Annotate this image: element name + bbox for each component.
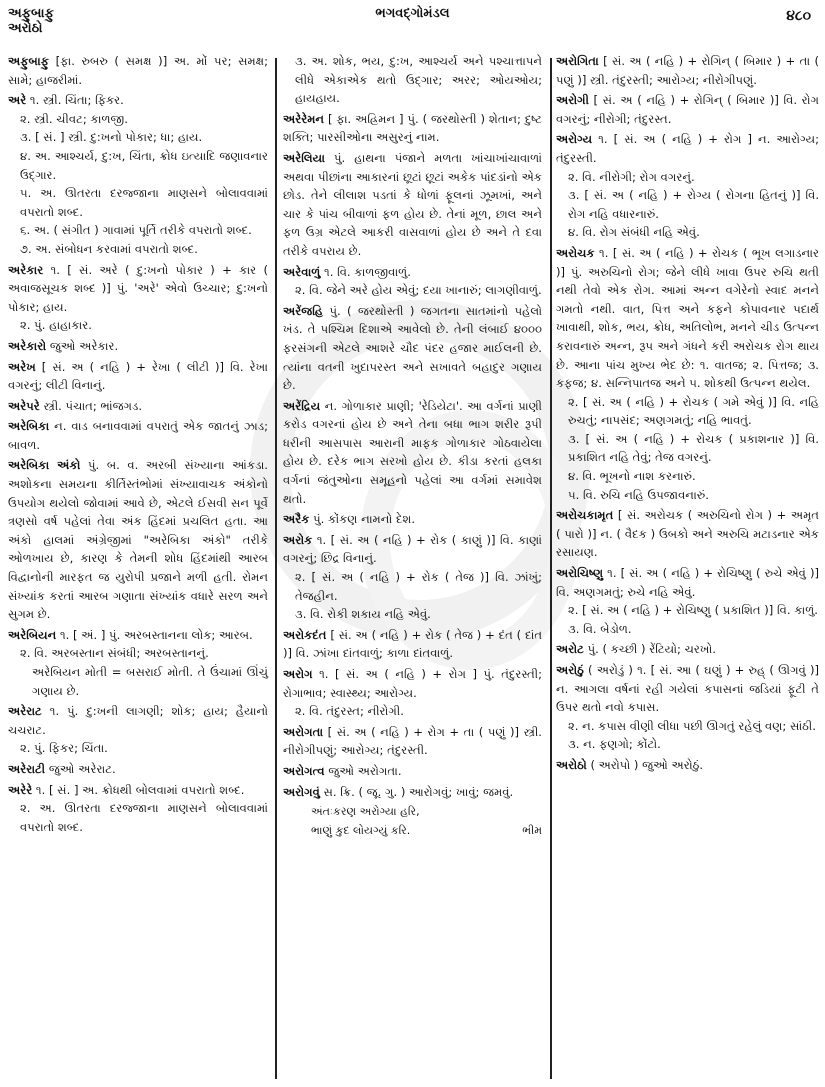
- definition-text: [ સં. અ ( નહિ ) + રેખા ( લીટી )] વિ. રેખા વગરનું; લીટી વિનાનું.: [8, 359, 268, 393]
- entry-definition: [8, 52, 268, 89]
- definition-text: સ્ત્રી. પંચાત; ભાંજગડ.: [43, 398, 143, 413]
- dictionary-entry: [8, 261, 268, 335]
- definition-text: ( અરોડું ) ૧. [ સં. આ ( ઘણું ) + રુહ્ ( ઊગવું )] ન. આગલા વર્ષનાં રહી ગયેલાં કપાસનાં જડિયાં ફૂટી તે ઉપર થતો નવો કપાસ.: [556, 663, 819, 715]
- dictionary-entry: [283, 510, 542, 529]
- headword: અરેકાર: [8, 262, 44, 277]
- entry-sense: ૩. [ સં. ] સ્ત્રી. દુ:ખનો પોકાર; ધા; હાય.: [20, 130, 203, 145]
- definition-text: ( અરોપો ) જુઓ અરોઠું.: [590, 757, 704, 772]
- headword: અરૈક: [283, 512, 310, 527]
- entry-definition: [556, 130, 819, 167]
- dictionary-entry: [283, 302, 542, 395]
- quotation: [283, 803, 542, 840]
- entry-definition: [556, 564, 819, 601]
- headword: અરોઠું: [556, 663, 584, 677]
- entry-definition: [283, 783, 542, 802]
- entry-sense: ૨. પું. હાહાકાર.: [20, 318, 92, 333]
- headword: અરેબિકા અંકો: [8, 458, 81, 473]
- column-divider: [550, 58, 552, 1079]
- entry-definition: [283, 665, 542, 702]
- definition-text: [ સં. અ ( નહિ ) + રોગિન્ ( બિમાર )] વિ. રોગ વગરનું; નીરોગી; તંદુરસ્ત.: [556, 93, 819, 126]
- entry-sense: ૩. ન. ફણગો; કોંટો.: [568, 737, 661, 752]
- headword: અરોટ: [556, 642, 584, 657]
- headword: અરોગતા: [283, 724, 324, 739]
- headword: અરેંજહિ: [283, 303, 324, 318]
- dictionary-entry: [8, 337, 268, 356]
- definition-text: ૧. [ સં. અરે ( દુ:ખનો પોકાર ) + કાર ( અવાજસૂચક શબ્દ )] પું. 'અરે' એવો ઉચ્ચાર; દુ:ખનો પોકાર; હાય.: [8, 262, 268, 314]
- headword: અરોગવું: [283, 784, 320, 799]
- definition-text: ૧. [ સં. અ ( નહિ ) + રોક ( કાણું )] વિ. કાણાં વગરનું; છિદ્ર વિનાનું.: [283, 532, 543, 566]
- dictionary-entry: [283, 263, 542, 300]
- definition-text: [ સં. અ ( નહિ ) + રોગ + તા ( પણું )] સ્ત્રી. નીરોગીપણું; આરોગ્ય; તંદુરસ્તી.: [283, 724, 542, 758]
- definition-text: [ સં. અ ( નહિ ) + રોક ( તેજ ) + દંત ( દાંત )] વિ. ઝાંખા દાંતવાળું; કાળા દાંતવાળું.: [283, 627, 542, 661]
- entry-definition: [8, 456, 268, 623]
- entry-definition: [8, 261, 268, 317]
- definition-text: ૧. પું. દુ:ખની લાગણી; શોક; હાય; હૈયાનો ચચરાટ.: [8, 704, 268, 737]
- entry-definition: [556, 756, 819, 775]
- headword: અરેરેમન: [283, 111, 325, 126]
- dictionary-entry: [283, 110, 542, 147]
- dictionary-entry: [283, 531, 542, 624]
- page-header: [0, 0, 825, 52]
- headword: અરોગી: [556, 93, 589, 108]
- headword: અરોચકામૃત: [556, 508, 614, 523]
- entry-definition: [556, 661, 819, 717]
- definition-text: પું. કોંકણ નામનો દેશ.: [313, 512, 416, 527]
- headword: અરોચક: [556, 245, 595, 260]
- dictionary-entry: [556, 640, 819, 659]
- dictionary-entry: [8, 456, 268, 623]
- entry-definition: [8, 781, 268, 800]
- entry-sense: ૨. વિ. અરબસ્તાન સંબંધી; અરબસ્તાનનું.: [20, 646, 209, 661]
- dictionary-title: ભગવદ્ગોમંડલ: [375, 6, 450, 21]
- entry-sense: ૨. વિ. તંદુરસ્ત; નીરોગી.: [295, 704, 404, 719]
- dictionary-entry: [8, 52, 268, 89]
- entry-definition: [283, 397, 542, 509]
- entry-sense: ૩. [ સં. અ ( નહિ ) + રોચક ( પ્રકાશનાર )] વિ. પ્રકાશિત નહિ તેવું; તેજ વગરનું.: [568, 431, 819, 465]
- definition-text: [ ફા. અહ્રિમન ] પું. ( જરથોસ્તી ) શેતાન; દુષ્ટ શક્તિ; પારસીઓના અસુરનું નામ.: [283, 111, 543, 145]
- guide-word-last: અરોઠો: [8, 21, 43, 36]
- entry-definition: [8, 417, 268, 454]
- entry-definition: [283, 723, 542, 760]
- dictionary-entry: [556, 244, 819, 504]
- page-number: ૪૮૦: [786, 8, 811, 24]
- definition-text: ૧. [ સં. ] અ. ક્રોધથી બોલવામાં વપરાતો શબ્દ.: [35, 782, 245, 797]
- entry-definition: [8, 337, 268, 356]
- definition-text: ન. વાડ બનાવવામાં વપરાતું એક જાતનું ઝાડ; બાવળ.: [8, 419, 268, 452]
- dictionary-entry: [556, 52, 819, 89]
- entry-definition: [283, 626, 542, 663]
- entry-definition: [8, 91, 268, 110]
- entry-sense: ૫. અ. ઊતરતા દરજ્જાના માણસને બોલાવવામાં વપરાતો શબ્દ.: [20, 186, 268, 219]
- column-divider: [275, 58, 277, 1079]
- entry-definition: [8, 702, 268, 739]
- definition-text: ૧. [ સં. અ ( નહિ ) + રોચક ( ભૂખ લગાડનાર )] પું. અરુચિનો રોગ; જેને લીધે ખાવા ઉપર રુચિ થતી નથી તેવો એક રોગ. આમાં અન્ન વગેરેનો સ્વાદ મનને ગમતો નથી. વાત, પિત્ત અને કફને કોપાવનાર પદાર્થ ખાવાથી, શોક, ભય, ક્રોધ, અતિલોભ, મનને ચીડ ઉત્પન્ન કરાવનારું અન્ન, રૂપ અને ગંધને કરી અરોચક રોગ થાય છે. આના પાંચ મુખ્ય ભેદ છે: ૧. વાતજ; ૨. પિત્તજ; ૩. કફજ; ૪. સન્નિપાતજ અને ૫. શોકથી ઉત્પન્ન થયેલ.: [556, 245, 819, 391]
- dictionary-entry: [8, 702, 268, 758]
- dictionary-entry: [283, 723, 542, 760]
- column-1: [8, 52, 272, 1081]
- entry-definition: [283, 149, 542, 261]
- dictionary-entry: [556, 91, 819, 128]
- entry-definition: [283, 510, 542, 529]
- definition-text: પું. બ. વ. અરબી સંખ્યાના આંકડા. અશોકના સમયના કીર્તિસ્તંભોમાં સંખ્યાવાચક અંકોનો ઉપયોગ થયેલો જોવામાં આવે છે, એટલે ઈસવી સન પૂર્વે ત્રણસો વર્ષ પહેલાં તેવા અંક હિંદમાં પ્રચલિત હતા. આ અંકો હાલમાં અંગ્રેજીમાં "અરેબિકા અંકો" તરીકે ઓળખાય છે, કારણ કે તેમની શોધ હિંદમાંથી આરબ વિદ્વાનોની મારફત જ યુરોપી પ્રજાને મળી હતી. રોમન સંખ્યાંક કરતાં આરબ ગણાતા સંખ્યાંક વધારે સરળ અને સુગમ છે.: [8, 458, 268, 622]
- column-3: [556, 52, 819, 1081]
- entry-definition: [283, 263, 542, 282]
- entry-note: અરેબિયન મોતી = બસરાઈ મોતી. તે ઉંચામાં ઊંચું ગણાય છે.: [32, 665, 268, 698]
- dictionary-entry: [8, 760, 268, 779]
- dictionary-entry: [8, 417, 268, 454]
- headword: અરોગ્ય: [556, 132, 593, 147]
- headword: અરોચિષ્ણુ: [556, 566, 604, 581]
- definition-text: [ સં. અરોચક ( અરુચિનો રોગ ) + અમૃત ( પારો )] ન. ( વૈદક ) ઉબકો અને અરુચિ મટાડનાર એક રસાયણ.: [556, 508, 819, 560]
- entry-sense: ૪. વિ. રોગ સંબંધી નહિ એવું.: [568, 225, 700, 240]
- entry-sense: ૨. વિ. જેને અરે હોય એવું; દયા ખાનારું; લાગણીવાળું.: [295, 283, 542, 298]
- entry-sense: ૫. વિ. રુચિ નહિ ઉપજાવનારું.: [568, 487, 709, 502]
- entry-sense: ૨. [ સં. અ ( નહિ ) + રોચક ( ગમે એવું )] વિ. નહિ રુચતું; નાપસંદ; અણગમતું; નહિ ભાવતું.: [568, 394, 819, 428]
- dictionary-entry: [283, 149, 542, 261]
- entry-definition: [8, 626, 268, 645]
- entry-sense: ૭. અ. સંબોધન કરવામાં વપરાતો શબ્દ.: [20, 241, 198, 256]
- guide-word-first: અફુબાફુ: [8, 6, 54, 21]
- dictionary-entry: [556, 756, 819, 775]
- entry-sense: ૪. અ. આશ્ચર્ય, દુ:ખ, ચિંતા, ક્રોધ ઇત્યાદિ જણાવનાર ઉદ્ગાર.: [20, 148, 268, 182]
- definition-text: પું. ( કચ્છી ) રેંટિયો; ચરખો.: [587, 642, 716, 657]
- dictionary-entry: [556, 661, 819, 754]
- definition-text: ૧. [ સં. અ ( નહિ ) + રોચિષ્ણુ ( રુચે એવું )] વિ. અણગમતું; રુચે નહિ એવું.: [556, 566, 820, 599]
- definition-text: પું. હાથના પંજાને મળતા ખાંચાખાંચાવાળાં અથવા પીછાંના આકારનાં છૂટાં છૂટાં અકેક પાંદડાંનો એક છોડ. તેને લીલાશ પડતાં કે ધોળાં ફૂલનાં ઝૂમખાં, અને ચાર કે પાંચ બીવાળાં ફળ હોય છે. તેનાં મૂળ, છાલ અને ફળ ઉગ્ર એટલે આકરી વાસવાળાં હોય છે અને તે દવા તરીકે વપરાય છે.: [283, 150, 542, 258]
- headword: અરેંદ્રિય: [283, 398, 321, 413]
- definition-text: ૧. [ અં. ] પું. અરબસ્તાનના લોક; આરબ.: [59, 627, 253, 642]
- entry-sense: ૨. પું. ફિકર; ચિંતા.: [20, 741, 108, 756]
- entry-sense: ૨. સ્ત્રી. ચીવટ; કાળજી.: [20, 111, 128, 126]
- definition-text: સ. ક્રિ. ( જૂ. ગુ. ) આરોગવું; ખાવું; જમવું.: [323, 784, 514, 799]
- entry-definition: [283, 531, 542, 568]
- definition-text: પું. ( જરથોસ્તી ) જગતના સાતમાંનો પહેલો ખંડ. તે પશ્ચિમ દિશાએ આવેલો છે. તેની લંબાઈ ૪૦૦૦ ફરસંગની એટલે આશરે ચૌદ પંદર હજાર માઈલની છે. ત્યાંના વતની ખુદાપરસ્ત અને સખાવતે બહાદુર ગણાય છે.: [283, 303, 543, 393]
- headword: અરોઠો: [556, 757, 587, 772]
- entry-definition: [8, 397, 268, 416]
- definition-text: ૧. વિ. કાળજીવાળું.: [324, 264, 411, 279]
- quote-line: અંતઃકરણ અરોગ્યા હરિ,: [311, 805, 420, 819]
- dictionary-entry: [8, 358, 268, 395]
- headword: અરોગિતા: [556, 54, 599, 68]
- dictionary-entry: [556, 564, 819, 638]
- entry-definition: [283, 302, 542, 395]
- headword: અરેખ: [8, 359, 36, 374]
- entry-definition: [556, 244, 819, 393]
- dictionary-entry: [8, 397, 268, 416]
- headword: અરેબિયન: [8, 627, 57, 642]
- dictionary-entry: [283, 397, 542, 509]
- dictionary-entry: [556, 506, 819, 562]
- headword: અફુબાફુ: [8, 54, 49, 68]
- headword: અરેબિકા: [8, 419, 50, 434]
- definition-text: ૧. સ્ત્રી. ચિંતા; ફિકર.: [29, 93, 124, 108]
- entry-sense: ૩. વિ. રોકી શકાય નહિ એવું.: [295, 607, 431, 622]
- headword: અરેલિયા: [283, 150, 325, 165]
- headword: અરોક: [283, 532, 313, 547]
- definition-text: જુઓ અરેકાર.: [49, 338, 119, 353]
- quote-attribution: ભીમ: [522, 823, 542, 837]
- quote-line: ભાણું કુદ લોયગ્યું કરિ. ભીમ: [283, 822, 542, 841]
- entry-sense: ૨. વિ. નીરોગી; રોગ વગરનું.: [568, 169, 695, 184]
- dictionary-entry: [8, 91, 268, 258]
- entry-sense: ૪. વિ. ભૂખનો નાશ કરનારું.: [568, 469, 696, 484]
- headword: અરેપરે: [8, 398, 40, 413]
- headword: અરોકદંત: [283, 627, 327, 642]
- dictionary-entry: [283, 626, 542, 663]
- entry-sense: ૬. અ. ( સંગીત ) ગાવામાં પૂર્તિ તરીકે વપરાતો શબ્દ.: [20, 223, 252, 238]
- headword: અરોગ: [283, 667, 313, 681]
- entry-sense: ૨. ન. કપાસ વીણી લીધા પછી ઊગતું રહેલું વણ; સાંઠી.: [568, 718, 816, 733]
- entry-sense: ૨. [ સં. અ ( નહિ ) + રોક ( તેજ )] વિ. ઝાંખું; તેજહીન.: [295, 570, 542, 603]
- entry-sense: ૩. વિ. બેડોળ.: [568, 621, 632, 636]
- definition-text: જુઓ અરેરાટ.: [48, 761, 116, 776]
- dictionary-entry: [283, 52, 542, 108]
- entry-definition: [556, 91, 819, 128]
- dictionary-entry: [556, 130, 819, 242]
- entry-definition: [556, 506, 819, 562]
- definition-text: [ફા. રુબરુ ( સમક્ષ )] અ. મોં પર; સમક્ષ; સામે; હાજરીમાં.: [8, 54, 268, 87]
- dictionary-entry: [283, 783, 542, 802]
- entry-sense: ૨. [ સં. અ ( નહિ ) + રોચિષ્ણુ ( પ્રકાશિત )] વિ. કાળું.: [568, 603, 818, 618]
- dictionary-entry: [283, 762, 542, 781]
- entry-definition: [283, 110, 542, 147]
- headword: અરોગત્વ: [283, 763, 325, 778]
- entry-definition: [556, 52, 819, 89]
- definition-text: ન. ગોળાકાર પ્રાણી; 'રેડિયેટા'. આ વર્ગનાં પ્રાણી કરોડ વગરનાં હોય છે અને તેના બધા ભાગ શરીર રૂપી ધરીની આસપાસ આરાની માફક ગોળાકાર ગોઠવાયેલા હોય છે. દરેક ભાગ સરખો હોય છે. કીડા કરતાં હલકા વર્ગનાં જંતુઓના સમૂહનો પહેલાં આ વર્ગમાં સમાવેશ થતો.: [283, 398, 542, 506]
- entry-definition: [556, 640, 819, 659]
- definition-text: ૧. [ સં. અ ( નહિ ) + રોગ ] પું. તંદુરસ્તી; રોગાભાવ; સ્વાસ્થ્ય; આરોગ્ય.: [283, 667, 542, 700]
- entry-definition: [8, 760, 268, 779]
- dictionary-entry: [8, 781, 268, 837]
- definition-text: [ સં. અ ( નહિ ) + રોગિન્ ( બિમાર ) + તા ( પણું )] સ્ત્રી. તંદુરસ્તી; આરોગ્ય; નીરોગીપણું.: [556, 54, 819, 87]
- definition-text: જુઓ અરોગતા.: [328, 763, 402, 778]
- headword: અરેરે: [8, 782, 33, 797]
- headword: અરેરાટ: [8, 704, 42, 719]
- entry-definition: [283, 762, 542, 781]
- entry-sense: ૩. અ. શોક, ભય, દુ:ખ, આશ્ચર્ય અને પશ્ચાત્તાપને લીધે એકાએક થતો ઉદ્ગાર; અરર; ઓયઓય; હાયહાય.: [295, 54, 542, 106]
- headword: અરેવાળું: [283, 264, 321, 279]
- entry-sense: ૨. અ. ઊતરતા દરજ્જાના માણસને બોલાવવામાં વપરાતો શબ્દ.: [20, 801, 268, 834]
- definition-text: ૧. [ સં. અ ( નહિ ) + રોગ ] ન. આરોગ્ય; તંદુરસ્તી.: [556, 132, 819, 165]
- entry-sense: ૩. [ સં. અ ( નહિ ) + રોગ્ય ( રોગના હિતનું )] વિ. રોગ નહિ વધારનારું.: [568, 188, 819, 221]
- dictionary-entry: [283, 665, 542, 721]
- headword: અરેરાટી: [8, 761, 46, 776]
- entry-definition: [8, 358, 268, 395]
- headword: અરેકારો: [8, 338, 47, 353]
- headword: અરે: [8, 93, 27, 108]
- dictionary-entry: [8, 626, 268, 700]
- column-2: [283, 52, 546, 1081]
